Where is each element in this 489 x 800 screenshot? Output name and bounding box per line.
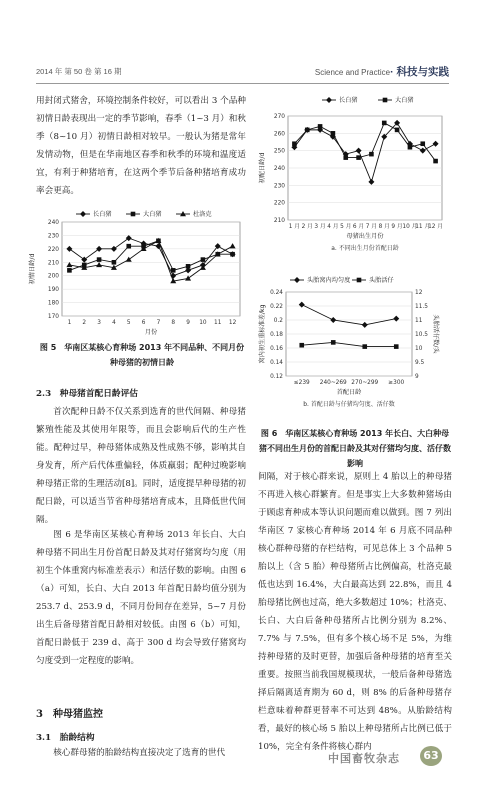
y-tick-label: 210 xyxy=(273,218,285,224)
data-point-s1-7 xyxy=(171,268,176,273)
x-tick-label: 12 月 xyxy=(428,224,444,230)
legend-marker-0 xyxy=(294,277,300,283)
data-point-s1-0 xyxy=(67,268,72,273)
x-tick-label: 5 月 xyxy=(340,224,352,230)
paragraph-2-3b: 图 6 是华南区某核心育种场 2013 年长白、大白种母猪不同出生月份首配日龄及其对仔猪窝均匀度（用初生个体重窝内标准差表示）和活仔数的影响。由图 6（a）可知，长白、大白 2013 年首配日龄均值分别为 253.7 d、253.9 d，不同月份间存在差异，5~7 月份出生后备母猪首配日龄相对较低。由图 6（b）可知，首配日龄低于 239 d、高于 300 d 均会导致仔猪窝均匀度受到一定程度的影响。 xyxy=(36,530,246,666)
plot-frame xyxy=(62,222,240,316)
legend-marker-0 xyxy=(80,211,86,217)
legend-label-1: 大白猪 xyxy=(395,97,414,105)
data-point-s0-2 xyxy=(96,246,102,252)
data-point-s1-2 xyxy=(318,124,323,129)
x-tick-label: 8 xyxy=(171,320,176,326)
data-point-s0-3 xyxy=(111,246,117,252)
y-right-tick-label: 10 xyxy=(415,346,423,352)
y-tick-label: 0.18 xyxy=(270,332,283,338)
section-3-heading: 3 种母猪监控 xyxy=(36,709,103,720)
y-tick-label: 0.24 xyxy=(270,290,283,296)
paragraph-right-column: 间隔，对于核心群来说，原则上 4 胎以上的种母猪不再进入核心群繁育。但是事实上大多数种猪场由于顾虑育种成本等认识问题而难以做到。图 7 列出华南区 7 家核心育种场 2014 年 6 月底不同品种核心群种母猪的存栏结构，可见总体上 3 个品种 5 胎以上（含 5 胎）种母猪所占比例偏高，杜洛克最低也达到 16.4%，大白最高达到 22.8%，而且 4 胎母猪比例也过高，绝大多数超过 10%；杜洛克、长白、大白后备种母猪所占比例分别为 8.2%、7.7% 与 7.5%，但有多个核心场不足 5%，为维持种母猪的及时更替，加强后备种母猪的培育至关重要。按照当前我国规模现状，一般后备种母猪选择后隔离适育期为 60 d，则 8% 的后备种母猪存栏意味着种群更替率不可达到 48%。从胎龄结构看，最好的核心场 5 胎以上种母猪所占比例已低于 10%，完全有条件将核心群内 xyxy=(258,472,452,752)
data-point-s1-1 xyxy=(305,128,310,133)
data-point-s0-1 xyxy=(81,257,87,263)
x-tick-label: 4 xyxy=(112,320,116,326)
y-tick-label: 0.2 xyxy=(273,318,283,324)
paragraph-3-1: 核心群母猪的胎龄结构直接决定了选育的世代 xyxy=(53,748,226,758)
legend-marker-1 xyxy=(131,212,136,217)
paragraph-intro: 用封闭式猪舍，环境控制条件较好，可以看出 3 个品种初情日龄表现出一定的季节影响，春季（1~3 月）和秋季（8~10 月）初情日龄相对较早。一般认为猪是常年发情动物，但是在华南地区春季和秋季的环境和温度适宜，有利于种猪培育，在这两个季节后备种猪培育成功率会更高。 xyxy=(36,96,246,196)
data-point-s0-10 xyxy=(420,148,426,154)
y-axis-label: 初情日龄/d xyxy=(29,253,36,285)
chart-subtitle: a. 不同出生月份首配日龄 xyxy=(331,245,399,252)
data-point-s1-10 xyxy=(420,141,425,146)
data-point-s1-2 xyxy=(97,257,102,262)
data-point-s0-1 xyxy=(330,317,336,323)
data-point-s1-9 xyxy=(408,145,413,150)
legend-label-0: 长白猪 xyxy=(339,97,358,105)
data-point-s2-8 xyxy=(185,275,191,280)
x-tick-label: 6 月 xyxy=(352,224,365,230)
x-tick-label: 2 xyxy=(82,320,87,326)
data-point-s0-0 xyxy=(66,246,72,252)
x-tick-label: 7 月 xyxy=(365,224,378,230)
y-tick-label: 0.22 xyxy=(270,304,283,310)
series-line-1 xyxy=(302,342,397,346)
series-line-1 xyxy=(294,123,435,161)
legend-label-1: 大白猪 xyxy=(143,211,162,219)
data-point-s2-0 xyxy=(66,262,72,267)
x-tick-label: 4 月 xyxy=(327,224,339,230)
chart-subtitle: b. 首配日龄与仔猪均匀度、活仔数 xyxy=(303,401,395,408)
paragraph-2-3a: 首次配种日龄不仅关系到选育的世代间隔、种母猪繁殖性能及其使用年限等，而且会影响后代的生产性能。配种过早，种母猪体成熟及性成熟不够，影响其自身发育，所产后代体重偏轻，体质羸弱；配种过晚影响种母猪正常的生理活动[8]。同时，适度提早种母猪的初配日龄，可以适当节省种母猪培育成本，且降低世代间隔。 xyxy=(36,407,246,525)
x-tick-label: 2 月 xyxy=(301,224,313,230)
y-tick-label: 230 xyxy=(273,183,285,190)
data-point-s1-2 xyxy=(362,344,367,349)
data-point-s0-4 xyxy=(126,235,132,241)
x-tick-label: 8 月 xyxy=(378,224,390,230)
series-line-0 xyxy=(294,123,435,182)
figure-5-chart xyxy=(24,206,250,344)
journal-brand: 中国畜牧杂志 xyxy=(328,752,400,765)
section-header xyxy=(315,64,449,79)
section-header-en: Science and Practice xyxy=(314,68,391,77)
y-tick-label: 220 xyxy=(47,246,59,253)
data-point-s0-5 xyxy=(356,148,362,154)
y-right-tick-label: 9.5 xyxy=(415,360,425,366)
x-tick-label: 240~269 xyxy=(319,380,347,386)
x-tick-label: 10 xyxy=(199,320,207,326)
header-rule xyxy=(36,83,449,84)
y-tick-label: 230 xyxy=(47,233,59,240)
x-axis-label: 母猪出生月份 xyxy=(346,233,384,240)
data-point-s1-7 xyxy=(382,121,387,126)
y-tick-label: 260 xyxy=(273,131,285,138)
data-point-s1-3 xyxy=(331,131,336,136)
x-tick-label: 10 月 xyxy=(402,224,418,230)
data-point-s1-0 xyxy=(299,343,304,348)
figure-5-caption: 图 5 华南区某核心育种场 2013 年不同品种、不同月份种母猪的初情日龄 xyxy=(39,343,245,367)
section-3-1-heading: 3.1 胎龄结构 xyxy=(36,733,95,743)
y-tick-label: 0.12 xyxy=(270,374,283,380)
legend-label-1: 头胎活仔 xyxy=(369,277,394,285)
data-point-s1-3 xyxy=(112,260,117,265)
data-point-s1-4 xyxy=(126,244,131,249)
x-tick-label: 3 xyxy=(97,320,101,326)
y-tick-label: 180 xyxy=(47,300,59,307)
y-tick-label: 170 xyxy=(47,314,59,320)
y-right-tick-label: 12 xyxy=(415,290,423,296)
data-point-s1-11 xyxy=(230,252,235,257)
x-tick-label: ≤239 xyxy=(293,380,310,386)
figure-6b-chart xyxy=(256,272,452,422)
data-point-s0-0 xyxy=(299,302,305,308)
y-tick-label: 0.16 xyxy=(270,346,283,352)
y-right-tick-label: 9 xyxy=(415,374,419,380)
data-point-s1-8 xyxy=(395,128,400,133)
x-tick-label: 1 xyxy=(67,320,72,326)
legend-marker-1 xyxy=(357,278,362,283)
series-line-2 xyxy=(69,241,232,281)
x-tick-label: 3 月 xyxy=(314,224,326,230)
legend-marker-1 xyxy=(383,98,388,103)
data-point-s2-2 xyxy=(96,262,102,267)
data-point-s1-4 xyxy=(343,155,348,160)
y-tick-label: 240 xyxy=(47,220,59,226)
x-tick-label: 6 xyxy=(141,320,146,326)
data-point-s1-9 xyxy=(201,257,206,262)
y-right-tick-label: 10.5 xyxy=(415,332,428,338)
legend-label-2: 杜洛克 xyxy=(193,211,212,219)
data-point-s2-4 xyxy=(126,257,132,262)
x-tick-label: 7 xyxy=(156,320,161,326)
x-tick-label: 12 xyxy=(228,320,237,326)
x-axis-label: 月份 xyxy=(144,329,158,336)
x-tick-label: 9 月 xyxy=(391,224,403,230)
y-tick-label: 270 xyxy=(273,114,285,120)
x-tick-label: ≥300 xyxy=(388,380,405,386)
data-point-s1-8 xyxy=(186,264,191,269)
x-tick-label: 1 月 xyxy=(288,224,301,230)
data-point-s0-2 xyxy=(362,322,368,328)
x-tick-label: 270~299 xyxy=(351,380,379,386)
y-tick-label: 0.14 xyxy=(270,360,283,366)
y-tick-label: 250 xyxy=(273,148,285,155)
section-header-cn: · 科技与实践 xyxy=(390,66,449,78)
figure-6-caption: 图 6 华南区某核心育种场 2013 年长白、大白种母猪不同出生月份的首配日龄及其对仔猪均匀度、活仔数影响 xyxy=(259,429,451,468)
y-tick-label: 240 xyxy=(273,166,285,172)
page-number: 63 xyxy=(420,746,442,766)
series-line-0 xyxy=(302,305,397,325)
y-tick-label: 220 xyxy=(273,200,285,207)
figure-6a-chart xyxy=(256,92,452,272)
data-point-s1-0 xyxy=(292,141,297,146)
x-tick-label: 11 月 xyxy=(415,224,431,230)
y-tick-label: 190 xyxy=(47,287,59,294)
y-right-tick-label: 11 xyxy=(415,318,423,324)
x-tick-label: 9 xyxy=(186,320,190,326)
y-tick-label: 210 xyxy=(47,260,59,267)
data-point-s1-11 xyxy=(433,159,438,164)
y-right-tick-label: 11.5 xyxy=(415,304,428,310)
data-point-s0-11 xyxy=(433,141,439,147)
y-axis-label: 初配日龄/d xyxy=(259,152,266,184)
data-point-s1-6 xyxy=(369,152,374,157)
data-point-s1-5 xyxy=(356,155,361,160)
x-tick-label: 5 xyxy=(126,320,131,326)
data-point-s2-11 xyxy=(230,243,236,248)
legend-label-0: 头胎窝内均匀度 xyxy=(307,277,351,285)
journal-issue-header: 2014 年 第 50 卷 第 16 期 xyxy=(36,67,122,76)
y-tick-label: 200 xyxy=(47,273,59,280)
data-point-s0-6 xyxy=(368,179,374,185)
legend-label-0: 长白猪 xyxy=(93,211,112,219)
legend-marker-0 xyxy=(326,97,332,103)
data-point-s1-1 xyxy=(331,340,336,345)
x-axis-label: 首配日龄 xyxy=(336,389,362,396)
data-point-s0-3 xyxy=(393,316,399,322)
x-tick-label: 11 xyxy=(214,320,222,326)
section-2-3-heading: 2.3 种母猪首配日龄评估 xyxy=(36,389,138,399)
y-right-axis-label: 头胎活仔数/头 xyxy=(432,314,439,354)
y-axis-label: 窝内初生重标准差/kg xyxy=(259,304,266,364)
data-point-s1-3 xyxy=(394,344,399,349)
